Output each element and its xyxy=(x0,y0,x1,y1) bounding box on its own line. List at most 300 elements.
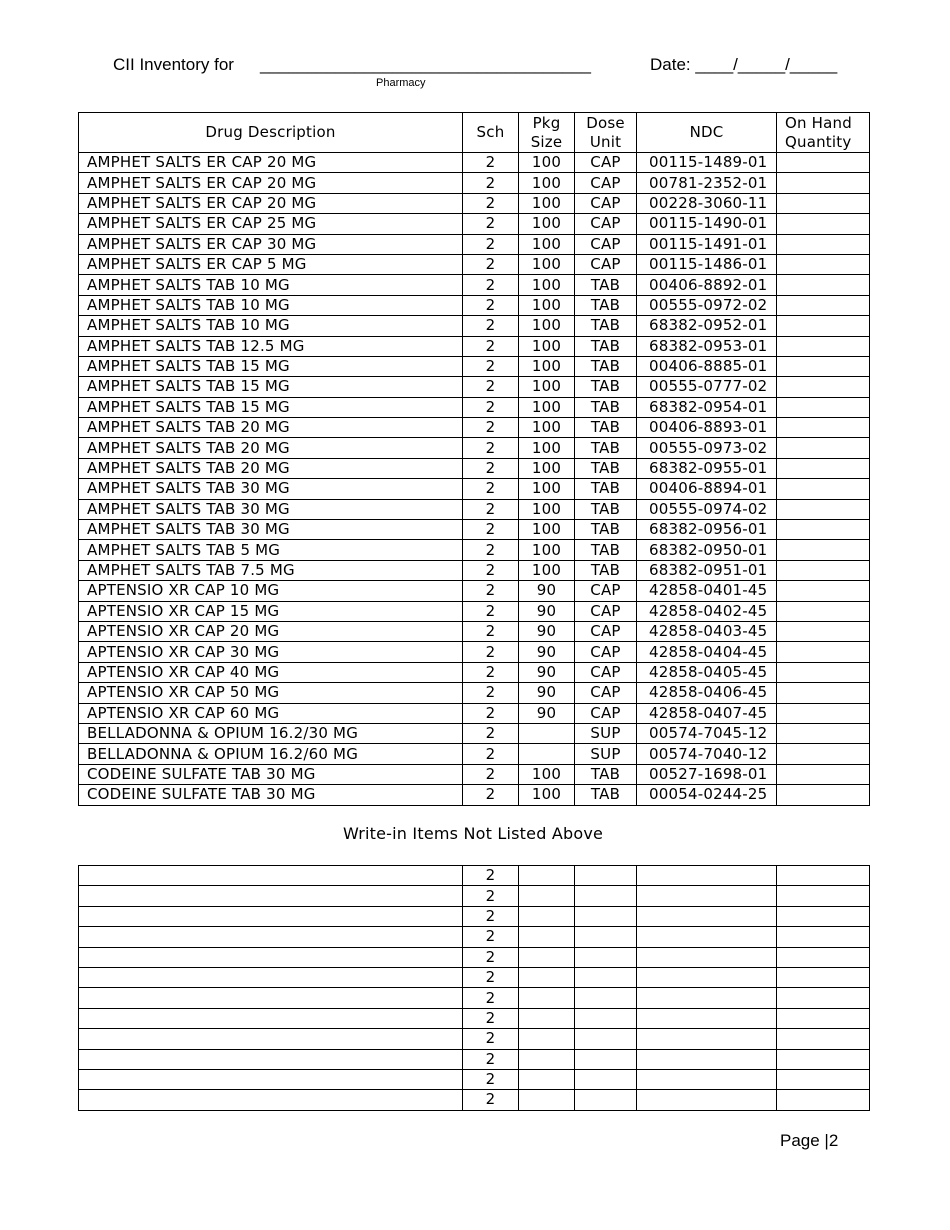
pkg-size-cell: 100 xyxy=(519,173,575,193)
dose-unit-cell: TAB xyxy=(575,520,637,540)
on-hand-quantity-cell[interactable] xyxy=(777,458,870,478)
ndc-cell: 00115-1490-01 xyxy=(637,214,777,234)
ndc-cell: 00406-8894-01 xyxy=(637,479,777,499)
on-hand-quantity-cell[interactable] xyxy=(777,540,870,560)
drug-description-cell: AMPHET SALTS TAB 20 MG xyxy=(79,418,463,438)
drug-description-cell: AMPHET SALTS ER CAP 20 MG xyxy=(79,193,463,213)
table-row xyxy=(79,193,870,213)
dose-header-line1: Dose xyxy=(586,113,625,132)
drug-description-cell: CODEINE SULFATE TAB 30 MG xyxy=(79,785,463,805)
writein-ndc-cell[interactable] xyxy=(637,927,777,947)
dose-unit-cell: CAP xyxy=(575,662,637,682)
drug-description-cell: AMPHET SALTS TAB 10 MG xyxy=(79,275,463,295)
onhand-header-line2: Quantity xyxy=(785,132,852,151)
ndc-cell: 00574-7045-12 xyxy=(637,723,777,743)
dose-unit-cell: CAP xyxy=(575,581,637,601)
dose-unit-cell: TAB xyxy=(575,499,637,519)
drug-description-cell: AMPHET SALTS TAB 30 MG xyxy=(79,479,463,499)
writein-pkg-size-cell[interactable] xyxy=(519,886,575,906)
column-header-on-hand xyxy=(777,113,870,153)
writein-quantity-cell[interactable] xyxy=(777,866,870,886)
on-hand-quantity-cell[interactable] xyxy=(777,723,870,743)
writein-ndc-cell[interactable] xyxy=(637,947,777,967)
writein-description-cell[interactable] xyxy=(79,988,463,1008)
dose-unit-cell: CAP xyxy=(575,214,637,234)
writein-description-cell[interactable] xyxy=(79,1049,463,1069)
table-row xyxy=(79,234,870,254)
writein-sch-cell: 2 xyxy=(463,1008,519,1028)
sch-cell: 2 xyxy=(463,642,519,662)
pharmacy-caption: Pharmacy xyxy=(376,77,426,89)
pkg-size-cell: 90 xyxy=(519,601,575,621)
on-hand-quantity-cell[interactable] xyxy=(777,234,870,254)
drug-description-cell: APTENSIO XR CAP 60 MG xyxy=(79,703,463,723)
column-header-ndc: NDC xyxy=(637,113,777,153)
pkg-size-cell: 90 xyxy=(519,642,575,662)
writein-row xyxy=(79,1029,870,1049)
ndc-cell: 00228-3060-11 xyxy=(637,193,777,213)
writein-quantity-cell[interactable] xyxy=(777,1029,870,1049)
dose-unit-cell: TAB xyxy=(575,418,637,438)
dose-unit-cell: TAB xyxy=(575,397,637,417)
writein-quantity-cell[interactable] xyxy=(777,1049,870,1069)
pkg-size-cell: 100 xyxy=(519,193,575,213)
pkg-size-cell: 90 xyxy=(519,662,575,682)
ndc-cell: 68382-0956-01 xyxy=(637,520,777,540)
drug-description-cell: AMPHET SALTS ER CAP 20 MG xyxy=(79,153,463,173)
pkg-size-cell: 90 xyxy=(519,703,575,723)
pkg-size-cell: 100 xyxy=(519,316,575,336)
on-hand-quantity-cell[interactable] xyxy=(777,621,870,641)
table-row xyxy=(79,723,870,743)
writein-pkg-size-cell[interactable] xyxy=(519,866,575,886)
writein-ndc-cell[interactable] xyxy=(637,1029,777,1049)
drug-description-cell: APTENSIO XR CAP 15 MG xyxy=(79,601,463,621)
table-row xyxy=(79,683,870,703)
writein-row xyxy=(79,906,870,926)
writein-quantity-cell[interactable] xyxy=(777,1008,870,1028)
writein-row xyxy=(79,886,870,906)
writein-ndc-cell[interactable] xyxy=(637,1008,777,1028)
table-row xyxy=(79,438,870,458)
writein-pkg-size-cell[interactable] xyxy=(519,1029,575,1049)
pkg-size-cell: 100 xyxy=(519,458,575,478)
table-row xyxy=(79,560,870,580)
writein-description-cell[interactable] xyxy=(79,886,463,906)
ndc-cell: 42858-0404-45 xyxy=(637,642,777,662)
sch-cell: 2 xyxy=(463,601,519,621)
writein-dose-unit-cell[interactable] xyxy=(575,886,637,906)
writein-dose-unit-cell[interactable] xyxy=(575,1069,637,1089)
writein-description-cell[interactable] xyxy=(79,967,463,987)
on-hand-quantity-cell[interactable] xyxy=(777,193,870,213)
table-row xyxy=(79,764,870,784)
sch-cell: 2 xyxy=(463,438,519,458)
pkg-size-cell: 100 xyxy=(519,560,575,580)
table-row xyxy=(79,377,870,397)
writein-description-cell[interactable] xyxy=(79,947,463,967)
on-hand-quantity-cell[interactable] xyxy=(777,785,870,805)
writein-description-cell[interactable] xyxy=(79,866,463,886)
dose-unit-cell: TAB xyxy=(575,560,637,580)
table-row xyxy=(79,295,870,315)
table-row xyxy=(79,540,870,560)
ndc-cell: 00555-0972-02 xyxy=(637,295,777,315)
sch-cell: 2 xyxy=(463,254,519,274)
on-hand-quantity-cell[interactable] xyxy=(777,254,870,274)
column-header-sch: Sch xyxy=(463,113,519,153)
dose-unit-cell: CAP xyxy=(575,683,637,703)
on-hand-quantity-cell[interactable] xyxy=(777,581,870,601)
on-hand-quantity-cell[interactable] xyxy=(777,356,870,376)
sch-cell: 2 xyxy=(463,785,519,805)
writein-dose-unit-cell[interactable] xyxy=(575,1090,637,1110)
dose-unit-cell: TAB xyxy=(575,275,637,295)
ndc-cell: 68382-0953-01 xyxy=(637,336,777,356)
pkg-size-cell: 100 xyxy=(519,295,575,315)
pkg-size-cell: 100 xyxy=(519,234,575,254)
dose-unit-cell: CAP xyxy=(575,621,637,641)
writein-row xyxy=(79,988,870,1008)
writein-pkg-size-cell[interactable] xyxy=(519,947,575,967)
sch-cell: 2 xyxy=(463,703,519,723)
table-row xyxy=(79,662,870,682)
pkg-size-cell: 90 xyxy=(519,621,575,641)
ndc-cell: 68382-0950-01 xyxy=(637,540,777,560)
table-row xyxy=(79,479,870,499)
drug-description-cell: AMPHET SALTS ER CAP 25 MG xyxy=(79,214,463,234)
writein-sch-cell: 2 xyxy=(463,967,519,987)
writein-row xyxy=(79,927,870,947)
drug-description-cell: AMPHET SALTS TAB 20 MG xyxy=(79,438,463,458)
writein-quantity-cell[interactable] xyxy=(777,906,870,926)
writein-row xyxy=(79,1008,870,1028)
drug-description-cell: AMPHET SALTS TAB 30 MG xyxy=(79,499,463,519)
drug-description-cell: CODEINE SULFATE TAB 30 MG xyxy=(79,764,463,784)
drug-description-cell: AMPHET SALTS TAB 5 MG xyxy=(79,540,463,560)
sch-cell: 2 xyxy=(463,193,519,213)
drug-description-cell: APTENSIO XR CAP 30 MG xyxy=(79,642,463,662)
writein-row xyxy=(79,947,870,967)
writein-row xyxy=(79,967,870,987)
drug-description-cell: BELLADONNA & OPIUM 16.2/30 MG xyxy=(79,723,463,743)
writein-pkg-size-cell[interactable] xyxy=(519,906,575,926)
writein-ndc-cell[interactable] xyxy=(637,1069,777,1089)
pkg-size-cell: 100 xyxy=(519,336,575,356)
writein-quantity-cell[interactable] xyxy=(777,1069,870,1089)
on-hand-quantity-cell[interactable] xyxy=(777,744,870,764)
ndc-cell: 68382-0954-01 xyxy=(637,397,777,417)
table-row xyxy=(79,642,870,662)
sch-cell: 2 xyxy=(463,662,519,682)
ndc-cell: 00406-8893-01 xyxy=(637,418,777,438)
pkg-size-cell: 100 xyxy=(519,356,575,376)
sch-cell: 2 xyxy=(463,275,519,295)
pharmacy-blank-line: ___________________________________ xyxy=(260,55,591,74)
sch-cell: 2 xyxy=(463,377,519,397)
on-hand-quantity-cell[interactable] xyxy=(777,316,870,336)
table-row xyxy=(79,356,870,376)
pkg-size-cell: 100 xyxy=(519,153,575,173)
writein-dose-unit-cell[interactable] xyxy=(575,1008,637,1028)
on-hand-quantity-cell[interactable] xyxy=(777,601,870,621)
writein-description-cell[interactable] xyxy=(79,1029,463,1049)
dose-unit-cell: SUP xyxy=(575,744,637,764)
writein-pkg-size-cell[interactable] xyxy=(519,1049,575,1069)
column-header-drug-description: Drug Description xyxy=(79,113,463,153)
table-row xyxy=(79,275,870,295)
writein-pkg-size-cell[interactable] xyxy=(519,927,575,947)
writein-ndc-cell[interactable] xyxy=(637,988,777,1008)
on-hand-quantity-cell[interactable] xyxy=(777,418,870,438)
writein-dose-unit-cell[interactable] xyxy=(575,906,637,926)
ndc-cell: 00574-7040-12 xyxy=(637,744,777,764)
sch-cell: 2 xyxy=(463,764,519,784)
ndc-cell: 00115-1491-01 xyxy=(637,234,777,254)
pkg-size-cell: 100 xyxy=(519,275,575,295)
writein-row xyxy=(79,1069,870,1089)
ndc-cell: 42858-0406-45 xyxy=(637,683,777,703)
on-hand-quantity-cell[interactable] xyxy=(777,295,870,315)
dose-header-line2: Unit xyxy=(589,132,622,151)
on-hand-quantity-cell[interactable] xyxy=(777,499,870,519)
on-hand-quantity-cell[interactable] xyxy=(777,642,870,662)
writein-dose-unit-cell[interactable] xyxy=(575,1049,637,1069)
sch-cell: 2 xyxy=(463,581,519,601)
drug-description-cell: AMPHET SALTS TAB 7.5 MG xyxy=(79,560,463,580)
sch-cell: 2 xyxy=(463,621,519,641)
ndc-cell: 00555-0974-02 xyxy=(637,499,777,519)
pkg-size-cell: 100 xyxy=(519,520,575,540)
dose-unit-cell: CAP xyxy=(575,642,637,662)
dose-unit-cell: TAB xyxy=(575,764,637,784)
ndc-cell: 00115-1486-01 xyxy=(637,254,777,274)
on-hand-quantity-cell[interactable] xyxy=(777,377,870,397)
sch-cell: 2 xyxy=(463,316,519,336)
sch-cell: 2 xyxy=(463,723,519,743)
sch-cell: 2 xyxy=(463,520,519,540)
writein-description-cell[interactable] xyxy=(79,1090,463,1110)
writein-ndc-cell[interactable] xyxy=(637,906,777,926)
writein-dose-unit-cell[interactable] xyxy=(575,927,637,947)
writein-pkg-size-cell[interactable] xyxy=(519,967,575,987)
ndc-cell: 68382-0952-01 xyxy=(637,316,777,336)
writein-quantity-cell[interactable] xyxy=(777,927,870,947)
writein-ndc-cell[interactable] xyxy=(637,1090,777,1110)
writein-pkg-size-cell[interactable] xyxy=(519,988,575,1008)
table-row xyxy=(79,581,870,601)
table-row xyxy=(79,601,870,621)
writein-quantity-cell[interactable] xyxy=(777,988,870,1008)
date-field: Date: ____/_____/_____ xyxy=(650,55,838,74)
ndc-cell: 00406-8885-01 xyxy=(637,356,777,376)
drug-description-cell: AMPHET SALTS TAB 10 MG xyxy=(79,295,463,315)
drug-description-cell: AMPHET SALTS TAB 30 MG xyxy=(79,520,463,540)
writein-dose-unit-cell[interactable] xyxy=(575,1029,637,1049)
on-hand-quantity-cell[interactable] xyxy=(777,479,870,499)
pkg-size-cell xyxy=(519,744,575,764)
sch-cell: 2 xyxy=(463,418,519,438)
form-title: CII Inventory for xyxy=(113,55,234,74)
ndc-cell: 00555-0973-02 xyxy=(637,438,777,458)
on-hand-quantity-cell[interactable] xyxy=(777,397,870,417)
drug-description-cell: APTENSIO XR CAP 20 MG xyxy=(79,621,463,641)
writein-description-cell[interactable] xyxy=(79,1069,463,1089)
pkg-size-cell: 100 xyxy=(519,764,575,784)
ndc-cell: 00115-1489-01 xyxy=(637,153,777,173)
dose-unit-cell: TAB xyxy=(575,336,637,356)
sch-cell: 2 xyxy=(463,540,519,560)
writein-sch-cell: 2 xyxy=(463,1090,519,1110)
writein-sch-cell: 2 xyxy=(463,988,519,1008)
drug-description-cell: AMPHET SALTS TAB 20 MG xyxy=(79,458,463,478)
sch-cell: 2 xyxy=(463,234,519,254)
sch-cell: 2 xyxy=(463,173,519,193)
sch-cell: 2 xyxy=(463,356,519,376)
on-hand-quantity-cell[interactable] xyxy=(777,173,870,193)
writein-sch-cell: 2 xyxy=(463,1049,519,1069)
drug-description-cell: AMPHET SALTS TAB 15 MG xyxy=(79,397,463,417)
pkg-size-cell: 100 xyxy=(519,479,575,499)
on-hand-quantity-cell[interactable] xyxy=(777,560,870,580)
ndc-cell: 42858-0403-45 xyxy=(637,621,777,641)
table-row xyxy=(79,703,870,723)
writein-section-title: Write-in Items Not Listed Above xyxy=(342,824,604,843)
writein-description-cell[interactable] xyxy=(79,906,463,926)
inventory-table xyxy=(78,112,870,806)
dose-unit-cell: TAB xyxy=(575,540,637,560)
writein-dose-unit-cell[interactable] xyxy=(575,947,637,967)
writein-sch-cell: 2 xyxy=(463,927,519,947)
page-number: Page |2 xyxy=(780,1131,839,1150)
table-row xyxy=(79,397,870,417)
dose-unit-cell: TAB xyxy=(575,785,637,805)
writein-sch-cell: 2 xyxy=(463,906,519,926)
on-hand-quantity-cell[interactable] xyxy=(777,703,870,723)
writein-ndc-cell[interactable] xyxy=(637,967,777,987)
table-row xyxy=(79,153,870,173)
writein-description-cell[interactable] xyxy=(79,927,463,947)
on-hand-quantity-cell[interactable] xyxy=(777,275,870,295)
table-row xyxy=(79,785,870,805)
table-row xyxy=(79,336,870,356)
column-header-dose-unit xyxy=(575,113,637,153)
ndc-cell: 00406-8892-01 xyxy=(637,275,777,295)
ndc-cell: 00781-2352-01 xyxy=(637,173,777,193)
writein-table xyxy=(78,865,870,1111)
table-row xyxy=(79,173,870,193)
dose-unit-cell: CAP xyxy=(575,703,637,723)
ndc-cell: 00555-0777-02 xyxy=(637,377,777,397)
writein-description-cell[interactable] xyxy=(79,1008,463,1028)
dose-unit-cell: CAP xyxy=(575,173,637,193)
sch-cell: 2 xyxy=(463,458,519,478)
writein-dose-unit-cell[interactable] xyxy=(575,967,637,987)
writein-quantity-cell[interactable] xyxy=(777,967,870,987)
dose-unit-cell: CAP xyxy=(575,254,637,274)
pkg-size-cell: 90 xyxy=(519,581,575,601)
writein-quantity-cell[interactable] xyxy=(777,886,870,906)
drug-description-cell: AMPHET SALTS TAB 15 MG xyxy=(79,356,463,376)
ndc-cell: 42858-0407-45 xyxy=(637,703,777,723)
on-hand-quantity-cell[interactable] xyxy=(777,438,870,458)
pkg-size-cell: 100 xyxy=(519,214,575,234)
dose-unit-cell: SUP xyxy=(575,723,637,743)
writein-quantity-cell[interactable] xyxy=(777,947,870,967)
sch-cell: 2 xyxy=(463,336,519,356)
writein-ndc-cell[interactable] xyxy=(637,866,777,886)
table-row xyxy=(79,418,870,438)
pkg-size-cell: 100 xyxy=(519,377,575,397)
pkg-size-cell xyxy=(519,723,575,743)
table-row xyxy=(79,214,870,234)
on-hand-quantity-cell[interactable] xyxy=(777,214,870,234)
writein-pkg-size-cell[interactable] xyxy=(519,1008,575,1028)
on-hand-quantity-cell[interactable] xyxy=(777,683,870,703)
pkg-header-line2: Size xyxy=(530,132,563,151)
writein-row xyxy=(79,1090,870,1110)
sch-cell: 2 xyxy=(463,479,519,499)
pkg-size-cell: 100 xyxy=(519,397,575,417)
drug-description-cell: APTENSIO XR CAP 40 MG xyxy=(79,662,463,682)
writein-pkg-size-cell[interactable] xyxy=(519,1090,575,1110)
on-hand-quantity-cell[interactable] xyxy=(777,520,870,540)
sch-cell: 2 xyxy=(463,560,519,580)
writein-ndc-cell[interactable] xyxy=(637,1049,777,1069)
ndc-cell: 68382-0951-01 xyxy=(637,560,777,580)
writein-dose-unit-cell[interactable] xyxy=(575,866,637,886)
dose-unit-cell: CAP xyxy=(575,193,637,213)
drug-description-cell: AMPHET SALTS TAB 15 MG xyxy=(79,377,463,397)
sch-cell: 2 xyxy=(463,214,519,234)
on-hand-quantity-cell[interactable] xyxy=(777,764,870,784)
sch-cell: 2 xyxy=(463,499,519,519)
writein-sch-cell: 2 xyxy=(463,1029,519,1049)
ndc-cell: 42858-0402-45 xyxy=(637,601,777,621)
ndc-cell: 00054-0244-25 xyxy=(637,785,777,805)
on-hand-quantity-cell[interactable] xyxy=(777,336,870,356)
drug-description-cell: APTENSIO XR CAP 50 MG xyxy=(79,683,463,703)
ndc-cell: 42858-0401-45 xyxy=(637,581,777,601)
table-row xyxy=(79,254,870,274)
sch-cell: 2 xyxy=(463,295,519,315)
table-row xyxy=(79,458,870,478)
table-header-row xyxy=(79,113,870,153)
on-hand-quantity-cell[interactable] xyxy=(777,662,870,682)
ndc-cell: 42858-0405-45 xyxy=(637,662,777,682)
drug-description-cell: AMPHET SALTS TAB 12.5 MG xyxy=(79,336,463,356)
dose-unit-cell: TAB xyxy=(575,377,637,397)
on-hand-quantity-cell[interactable] xyxy=(777,153,870,173)
drug-description-cell: AMPHET SALTS ER CAP 5 MG xyxy=(79,254,463,274)
table-row xyxy=(79,316,870,336)
ndc-cell: 00527-1698-01 xyxy=(637,764,777,784)
sch-cell: 2 xyxy=(463,683,519,703)
dose-unit-cell: TAB xyxy=(575,438,637,458)
drug-description-cell: APTENSIO XR CAP 10 MG xyxy=(79,581,463,601)
sch-cell: 2 xyxy=(463,153,519,173)
writein-quantity-cell[interactable] xyxy=(777,1090,870,1110)
writein-ndc-cell[interactable] xyxy=(637,886,777,906)
pkg-size-cell: 100 xyxy=(519,785,575,805)
sch-cell: 2 xyxy=(463,397,519,417)
drug-description-cell: BELLADONNA & OPIUM 16.2/60 MG xyxy=(79,744,463,764)
ndc-cell: 68382-0955-01 xyxy=(637,458,777,478)
writein-pkg-size-cell[interactable] xyxy=(519,1069,575,1089)
writein-dose-unit-cell[interactable] xyxy=(575,988,637,1008)
writein-sch-cell: 2 xyxy=(463,866,519,886)
dose-unit-cell: TAB xyxy=(575,316,637,336)
